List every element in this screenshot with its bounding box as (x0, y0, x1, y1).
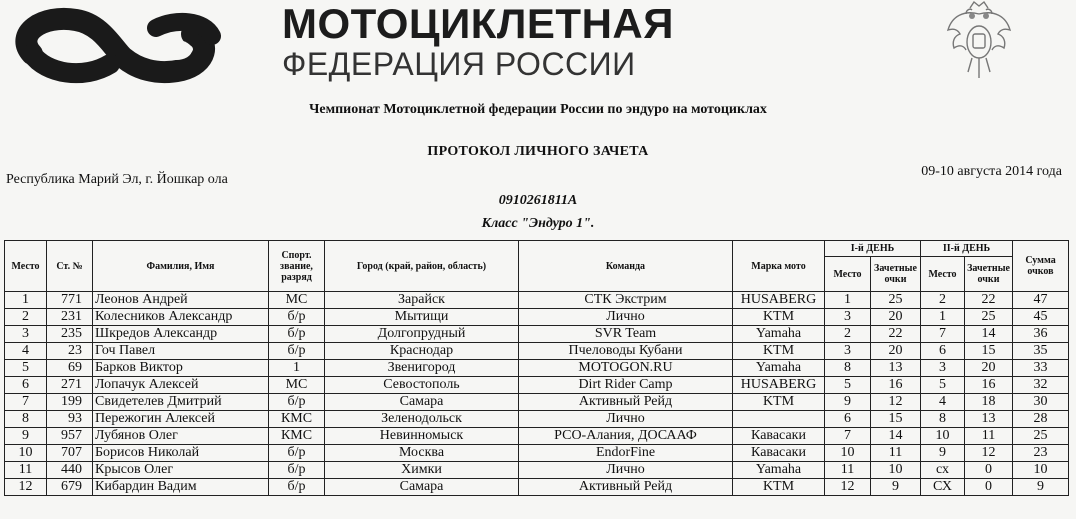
cell-rank: б/р (269, 343, 325, 360)
cell-team: СТК Экстрим (519, 292, 733, 309)
table-row (5, 411, 1069, 428)
cell-place: 1 (5, 292, 47, 309)
cell-number: 231 (47, 309, 93, 326)
cell-place: 3 (5, 326, 47, 343)
col-header-day1-points: Зачетные очки (871, 257, 921, 292)
cell-city: Химки (325, 462, 519, 479)
col-header-day1-place: Место (825, 257, 871, 292)
event-location: Республика Марий Эл, г. Йошкар ола (6, 172, 228, 187)
cell-city: Невинномыск (325, 428, 519, 445)
cell-team: EndorFine (519, 445, 733, 462)
cell-day2-place: 5 (921, 377, 965, 394)
cell-city: Краснодар (325, 343, 519, 360)
cell-total: 23 (1013, 445, 1069, 462)
cell-total: 32 (1013, 377, 1069, 394)
cell-team: Пчеловоды Кубани (519, 343, 733, 360)
cell-rank: МС (269, 292, 325, 309)
col-header-city: Город (край, район, область) (325, 241, 519, 292)
cell-total: 36 (1013, 326, 1069, 343)
cell-day1-place: 1 (825, 292, 871, 309)
cell-place: 12 (5, 479, 47, 496)
cell-bike: KTM (733, 394, 825, 411)
cell-rank: КМС (269, 411, 325, 428)
cell-name: Борисов Николай (93, 445, 269, 462)
cell-bike (733, 411, 825, 428)
cell-name: Лопачук Алексей (93, 377, 269, 394)
cell-name: Колесников Александр (93, 309, 269, 326)
col-header-day2-points: Зачетные очки (965, 257, 1013, 292)
cell-day2-points: 12 (965, 445, 1013, 462)
col-header-name: Фамилия, Имя (93, 241, 269, 292)
cell-city: Долгопрудный (325, 326, 519, 343)
cell-place: 9 (5, 428, 47, 445)
table-row (5, 360, 1069, 377)
cell-team: Dirt Rider Camp (519, 377, 733, 394)
cell-day1-points: 22 (871, 326, 921, 343)
protocol-title: ПРОТОКОЛ ЛИЧНОГО ЗАЧЕТА (427, 144, 649, 159)
cell-name: Пережогин Алексей (93, 411, 269, 428)
cell-day1-place: 2 (825, 326, 871, 343)
cell-number: 235 (47, 326, 93, 343)
cell-team: Лично (519, 309, 733, 326)
cell-place: 6 (5, 377, 47, 394)
cell-bike: Yamaha (733, 462, 825, 479)
cell-day1-place: 8 (825, 360, 871, 377)
cell-rank: КМС (269, 428, 325, 445)
col-header-day2-place: Место (921, 257, 965, 292)
cell-place: 4 (5, 343, 47, 360)
cell-team: Активный Рейд (519, 394, 733, 411)
federation-logo (6, 6, 224, 92)
cell-day1-place: 12 (825, 479, 871, 496)
cell-place: 7 (5, 394, 47, 411)
cell-day2-place: 6 (921, 343, 965, 360)
table-row (5, 377, 1069, 394)
col-header-number: Ст. № (47, 241, 93, 292)
federation-name-line1: МОТОЦИКЛЕТНАЯ (282, 0, 674, 47)
cell-day2-points: 18 (965, 394, 1013, 411)
cell-day1-points: 13 (871, 360, 921, 377)
cell-day2-place: сх (921, 462, 965, 479)
col-header-place: Место (5, 241, 47, 292)
cell-place: 11 (5, 462, 47, 479)
cell-total: 30 (1013, 394, 1069, 411)
table-header-row (5, 241, 1069, 257)
cell-day2-place: 3 (921, 360, 965, 377)
championship-title: Чемпионат Мотоциклетной федерации России по эндуро на мотоциклах (309, 102, 767, 117)
cell-number: 679 (47, 479, 93, 496)
cell-bike: Кавасаки (733, 445, 825, 462)
table-row (5, 309, 1069, 326)
table-row (5, 428, 1069, 445)
cell-day1-place: 3 (825, 309, 871, 326)
cell-name: Свидетелев Дмитрий (93, 394, 269, 411)
cell-bike: Yamaha (733, 326, 825, 343)
event-dates: 09-10 августа 2014 года (921, 164, 1062, 179)
cell-city: Севостополь (325, 377, 519, 394)
cell-team: SVR Team (519, 326, 733, 343)
cell-day1-points: 12 (871, 394, 921, 411)
cell-rank: б/р (269, 326, 325, 343)
cell-bike: Кавасаки (733, 428, 825, 445)
cell-number: 271 (47, 377, 93, 394)
cell-team: Активный Рейд (519, 479, 733, 496)
cell-team: РСО-Алания, ДОСААФ (519, 428, 733, 445)
cell-day1-points: 11 (871, 445, 921, 462)
cell-rank: б/р (269, 462, 325, 479)
cell-day1-place: 5 (825, 377, 871, 394)
cell-day2-points: 20 (965, 360, 1013, 377)
federation-name (282, 0, 674, 82)
cell-city: Самара (325, 479, 519, 496)
cell-day1-points: 10 (871, 462, 921, 479)
cell-city: Зеленодольск (325, 411, 519, 428)
cell-day2-place: 8 (921, 411, 965, 428)
cell-city: Мытищи (325, 309, 519, 326)
col-header-bike: Марка мото (733, 241, 825, 292)
cell-number: 69 (47, 360, 93, 377)
cell-day2-points: 13 (965, 411, 1013, 428)
cell-total: 47 (1013, 292, 1069, 309)
cell-day1-points: 25 (871, 292, 921, 309)
cell-day2-place: 2 (921, 292, 965, 309)
cell-city: Зарайск (325, 292, 519, 309)
table-row (5, 445, 1069, 462)
cell-rank: б/р (269, 479, 325, 496)
cell-day2-points: 16 (965, 377, 1013, 394)
cell-number: 771 (47, 292, 93, 309)
cell-day1-place: 7 (825, 428, 871, 445)
cell-place: 5 (5, 360, 47, 377)
table-row (5, 479, 1069, 496)
cell-total: 33 (1013, 360, 1069, 377)
cell-day1-points: 16 (871, 377, 921, 394)
cell-day2-points: 11 (965, 428, 1013, 445)
col-header-day2: II-й ДЕНЬ (921, 241, 1013, 257)
cell-rank: б/р (269, 445, 325, 462)
cell-number: 93 (47, 411, 93, 428)
cell-day1-place: 11 (825, 462, 871, 479)
cell-name: Лубянов Олег (93, 428, 269, 445)
cell-name: Шкредов Александр (93, 326, 269, 343)
cell-rank: 1 (269, 360, 325, 377)
cell-day2-place: 1 (921, 309, 965, 326)
cell-place: 10 (5, 445, 47, 462)
cell-total: 35 (1013, 343, 1069, 360)
cell-number: 707 (47, 445, 93, 462)
cell-team: Лично (519, 411, 733, 428)
cell-city: Звенигород (325, 360, 519, 377)
cell-day1-points: 9 (871, 479, 921, 496)
cell-day1-place: 10 (825, 445, 871, 462)
federation-name-line2: ФЕДЕРАЦИЯ РОССИИ (282, 46, 636, 82)
table-row (5, 343, 1069, 360)
cell-team: MOTOGON.RU (519, 360, 733, 377)
col-header-total: Сумма очков (1013, 241, 1069, 292)
class-label: Класс "Эндуро 1". (481, 216, 595, 231)
col-header-rank: Спорт. звание, разряд (269, 241, 325, 292)
col-header-day1: I-й ДЕНЬ (825, 241, 921, 257)
cell-day1-points: 15 (871, 411, 921, 428)
cell-day1-place: 3 (825, 343, 871, 360)
cell-day2-place: 9 (921, 445, 965, 462)
event-code: 0910261811А (498, 193, 578, 208)
cell-day2-place: 4 (921, 394, 965, 411)
cell-name: Гоч Павел (93, 343, 269, 360)
cell-bike: KTM (733, 309, 825, 326)
table-row (5, 292, 1069, 309)
cell-day1-points: 20 (871, 343, 921, 360)
cell-rank: МС (269, 377, 325, 394)
cell-day2-place: 10 (921, 428, 965, 445)
cell-number: 23 (47, 343, 93, 360)
cell-number: 957 (47, 428, 93, 445)
cell-name: Крысов Олег (93, 462, 269, 479)
coat-of-arms-emblem (944, 0, 1014, 84)
col-header-team: Команда (519, 241, 733, 292)
cell-day2-points: 15 (965, 343, 1013, 360)
cell-bike: HUSABERG (733, 377, 825, 394)
cell-day2-place: 7 (921, 326, 965, 343)
cell-place: 8 (5, 411, 47, 428)
cell-bike: HUSABERG (733, 292, 825, 309)
cell-day2-points: 0 (965, 462, 1013, 479)
cell-number: 440 (47, 462, 93, 479)
cell-total: 10 (1013, 462, 1069, 479)
cell-day1-points: 20 (871, 309, 921, 326)
cell-name: Барков Виктор (93, 360, 269, 377)
cell-city: Самара (325, 394, 519, 411)
cell-rank: б/р (269, 309, 325, 326)
cell-city: Москва (325, 445, 519, 462)
cell-team: Лично (519, 462, 733, 479)
cell-day2-points: 25 (965, 309, 1013, 326)
table-row (5, 394, 1069, 411)
cell-bike: KTM (733, 343, 825, 360)
cell-total: 28 (1013, 411, 1069, 428)
cell-total: 45 (1013, 309, 1069, 326)
cell-total: 9 (1013, 479, 1069, 496)
cell-bike: KTM (733, 479, 825, 496)
cell-name: Леонов Андрей (93, 292, 269, 309)
results-table (4, 240, 1069, 496)
table-row (5, 326, 1069, 343)
cell-bike: Yamaha (733, 360, 825, 377)
cell-day2-points: 0 (965, 479, 1013, 496)
cell-day1-place: 6 (825, 411, 871, 428)
cell-day2-points: 14 (965, 326, 1013, 343)
cell-rank: б/р (269, 394, 325, 411)
cell-total: 25 (1013, 428, 1069, 445)
cell-number: 199 (47, 394, 93, 411)
cell-name: Кибардин Вадим (93, 479, 269, 496)
cell-day2-place: СХ (921, 479, 965, 496)
table-row (5, 462, 1069, 479)
cell-place: 2 (5, 309, 47, 326)
cell-day2-points: 22 (965, 292, 1013, 309)
cell-day1-points: 14 (871, 428, 921, 445)
cell-day1-place: 9 (825, 394, 871, 411)
